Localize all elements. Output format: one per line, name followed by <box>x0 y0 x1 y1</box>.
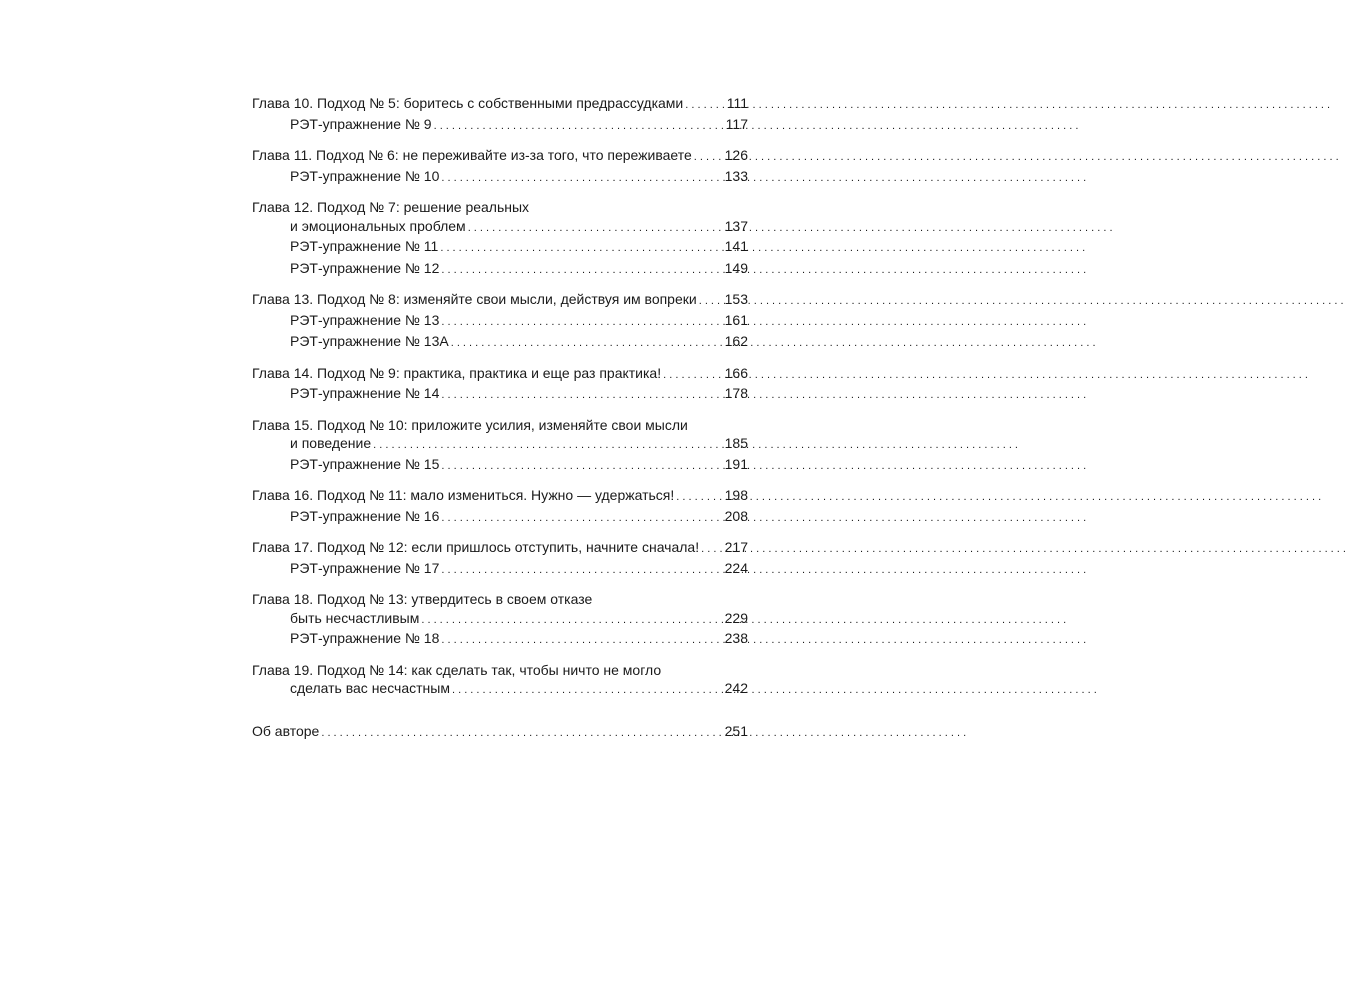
toc-chapter-line[interactable] <box>252 94 748 115</box>
dot-leader <box>440 237 719 258</box>
toc-page-number: 217 <box>724 539 748 555</box>
toc-chapter-title: Глава 18. Подход № 13: утвердитесь в своем отказе <box>252 591 593 607</box>
toc-page-number: 224 <box>724 559 748 576</box>
dot-leader <box>701 538 719 559</box>
dot-leader <box>441 259 719 280</box>
toc-page-number: 161 <box>724 311 748 328</box>
toc-about-title: Об авторе <box>252 722 320 739</box>
toc-exercise-title: РЭТ-упражнение № 11 <box>290 238 439 254</box>
dot-leader <box>685 94 719 115</box>
toc-page-number: 153 <box>724 291 748 307</box>
toc-about-entry[interactable] <box>252 722 748 743</box>
toc-page-number: 133 <box>724 167 748 184</box>
toc-exercise-title: РЭТ-упражнение № 12 <box>290 259 440 276</box>
toc-chapter-line[interactable] <box>252 679 748 700</box>
dot-leader <box>663 364 719 385</box>
toc-chapter-title: Глава 11. Подход № 6: не переживайте из-за того, что переживаете <box>252 147 692 163</box>
dot-leader <box>451 332 719 353</box>
toc-page-number: 185 <box>724 435 748 451</box>
dot-leader <box>441 629 719 650</box>
toc-chapter-group <box>252 290 748 353</box>
toc-exercise-entry[interactable] <box>252 559 748 580</box>
toc-chapter-group <box>252 590 748 650</box>
toc-chapter-line[interactable] <box>252 434 748 455</box>
toc-exercise-entry[interactable] <box>252 455 748 476</box>
toc-exercise-title: РЭТ-упражнение № 17 <box>290 559 440 576</box>
toc-exercise-title: РЭТ-упражнение № 13А <box>290 333 449 349</box>
dot-leader <box>421 609 719 630</box>
toc-chapter-group <box>252 538 748 579</box>
toc-chapter-group <box>252 364 748 405</box>
dot-leader <box>699 290 719 311</box>
toc-page-number: 166 <box>724 364 748 381</box>
toc-page-number: 178 <box>724 385 748 401</box>
dot-leader <box>441 384 719 405</box>
toc-chapter-title: Глава 15. Подход № 10: приложите усилия, изменяйте свои мысли <box>252 416 688 433</box>
toc-chapter-line <box>252 416 748 435</box>
toc-exercise-entry[interactable] <box>252 259 748 280</box>
toc-exercise-entry[interactable] <box>252 507 748 528</box>
toc-chapter-line <box>252 590 748 609</box>
toc-chapter-group <box>252 146 748 187</box>
toc-exercise-title: РЭТ-упражнение № 16 <box>290 507 440 524</box>
dot-leader <box>441 455 719 476</box>
toc-chapter-title: и поведение <box>290 435 372 451</box>
toc-page-number: 117 <box>725 115 748 132</box>
toc-chapter-line[interactable] <box>252 290 748 311</box>
toc-chapter-title: быть несчастливым <box>290 609 420 626</box>
toc-chapter-group <box>252 94 748 135</box>
dot-leader <box>694 146 719 167</box>
toc-page-number: 111 <box>726 95 748 111</box>
toc-chapter-group <box>252 486 748 527</box>
table-of-contents <box>252 94 748 753</box>
toc-chapter-line[interactable] <box>252 146 748 167</box>
toc-exercise-entry[interactable] <box>252 311 748 332</box>
dot-leader <box>441 311 719 332</box>
toc-page-number: 126 <box>724 147 748 163</box>
toc-chapter-title: Глава 12. Подход № 7: решение реальных <box>252 199 530 215</box>
toc-exercise-entry[interactable] <box>252 384 748 405</box>
toc-exercise-entry[interactable] <box>252 115 748 136</box>
dot-leader <box>441 167 719 188</box>
dot-leader <box>452 679 719 700</box>
toc-page-number: 208 <box>724 507 748 524</box>
toc-exercise-entry[interactable] <box>252 332 748 353</box>
toc-chapter-line <box>252 661 748 680</box>
toc-chapter-title: Глава 14. Подход № 9: практика, практика и еще раз практика! <box>252 364 662 381</box>
toc-chapter-title: Глава 16. Подход № 11: мало измениться. Нужно — удержаться! <box>252 487 675 503</box>
toc-page-number: 242 <box>724 680 748 696</box>
toc-exercise-entry[interactable] <box>252 629 748 650</box>
toc-exercise-title: РЭТ-упражнение № 10 <box>290 167 440 184</box>
dot-leader <box>441 559 719 580</box>
toc-page-number: 229 <box>724 609 748 626</box>
toc-exercise-entry[interactable] <box>252 237 748 258</box>
toc-exercise-title: РЭТ-упражнение № 15 <box>290 455 440 472</box>
dot-leader <box>468 217 719 238</box>
toc-chapter-line[interactable] <box>252 609 748 630</box>
toc-page-number: 198 <box>724 487 748 503</box>
toc-page-number: 149 <box>724 259 748 276</box>
toc-page-number: 141 <box>724 238 748 254</box>
toc-chapter-group <box>252 416 748 476</box>
dot-leader <box>434 115 719 136</box>
toc-exercise-title: РЭТ-упражнение № 18 <box>290 630 440 646</box>
dot-leader <box>441 507 719 528</box>
toc-chapter-line[interactable] <box>252 486 748 507</box>
toc-chapter-group <box>252 198 748 279</box>
toc-chapter-line[interactable] <box>252 364 748 385</box>
toc-page-number: 162 <box>724 333 748 349</box>
toc-chapter-line[interactable] <box>252 217 748 238</box>
toc-page-number: 251 <box>724 722 748 739</box>
toc-exercise-title: РЭТ-упражнение № 14 <box>290 385 440 401</box>
toc-chapter-title: и эмоциональных проблем <box>290 217 466 234</box>
toc-chapter-title: Глава 10. Подход № 5: боритесь с собственными предрассудками <box>252 95 684 111</box>
toc-chapter-line[interactable] <box>252 538 748 559</box>
dot-leader <box>676 486 719 507</box>
toc-page-number: 238 <box>724 630 748 646</box>
toc-chapter-line <box>252 198 748 217</box>
dot-leader <box>373 434 719 455</box>
toc-page-number: 191 <box>724 455 748 472</box>
toc-chapter-title: Глава 19. Подход № 14: как сделать так, чтобы ничто не могло <box>252 661 662 678</box>
toc-chapter-group <box>252 661 748 700</box>
toc-exercise-entry[interactable] <box>252 167 748 188</box>
toc-chapter-title: Глава 13. Подход № 8: изменяйте свои мысли, действуя им вопреки <box>252 291 697 307</box>
toc-exercise-title: РЭТ-упражнение № 13 <box>290 311 440 328</box>
toc-about-group <box>252 722 748 743</box>
toc-page-number: 137 <box>724 217 748 234</box>
toc-exercise-title: РЭТ-упражнение № 9 <box>290 115 432 132</box>
dot-leader <box>321 722 719 743</box>
toc-chapter-title: Глава 17. Подход № 12: если пришлось отступить, начните сначала! <box>252 539 700 555</box>
toc-chapter-title: сделать вас несчастным <box>290 680 450 696</box>
